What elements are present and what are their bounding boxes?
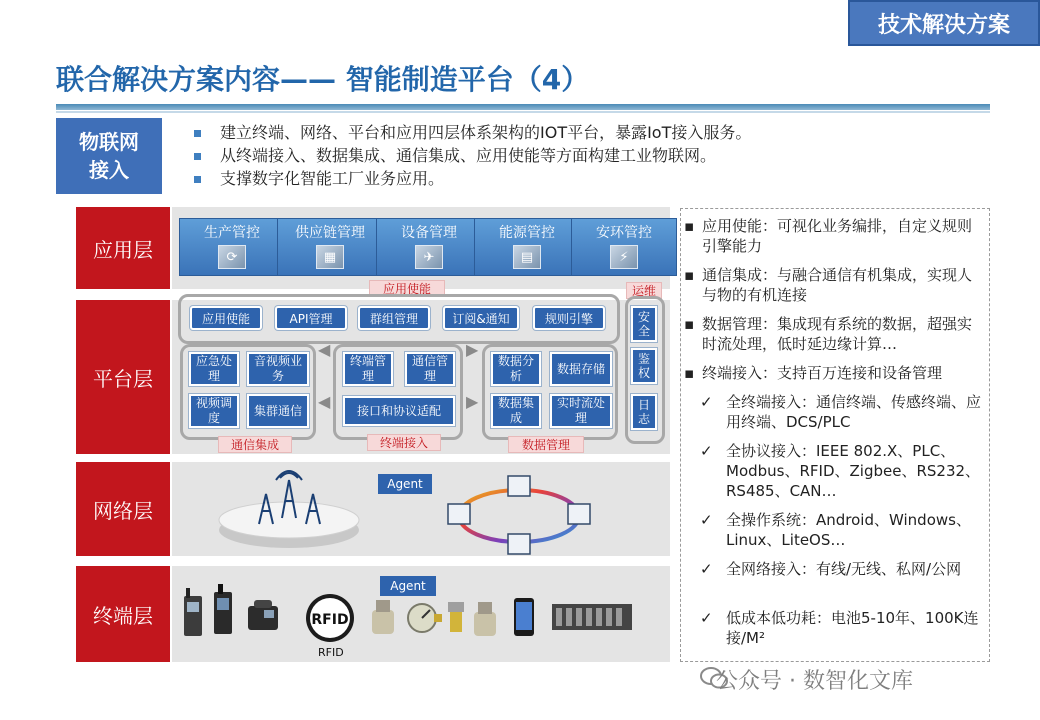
arrow-left-icon: ◀ (318, 392, 331, 411)
panel-item (684, 265, 984, 305)
rugged-phone-icon (210, 584, 236, 636)
platform-rule-engine: 规则引擎 (533, 306, 605, 330)
comm-tag: 通信集成 (218, 436, 292, 453)
iot-access-label (56, 118, 162, 194)
bullet-icon: ▪ (684, 217, 695, 235)
bullet-icon: ▪ (684, 315, 695, 333)
iot-label-line2: 接入 (89, 158, 129, 182)
data-storage: 数据存储 (550, 352, 612, 386)
platform-app-enable: 应用使能 (190, 306, 262, 330)
network-ring-icon (444, 470, 594, 560)
ops-auth: 鉴权 (631, 348, 657, 384)
data-tag: 数据管理 (508, 436, 584, 453)
app-module-label: 能源管控 (499, 225, 555, 241)
panel-item-text: 应用使能：可视化业务编排，自定义规则引擎能力 (702, 217, 973, 255)
data-stream: 实时流处理 (550, 394, 612, 428)
platform-subscribe-notify: 订阅&通知 (443, 306, 519, 330)
data-integration: 数据集成 (491, 394, 541, 428)
ops-log: 日志 (631, 394, 657, 430)
wireless-base-station-icon (214, 466, 364, 552)
platform-api-mgmt: API管理 (275, 306, 347, 330)
app-module-production (179, 218, 285, 276)
iot-label-line1: 物联网 (79, 130, 139, 154)
title-divider (56, 104, 990, 110)
app-enable-tag: 应用使能 (369, 280, 445, 297)
valve-sensor-icon (444, 600, 468, 638)
panel-item-text: 终端接入：支持百万连接和设备管理 (702, 364, 943, 382)
panel-subitem (700, 559, 986, 579)
safety-icon: ⚡ (610, 245, 638, 269)
gauge-meter-icon (404, 600, 444, 636)
panel-subitem-text: 全终端接入：通信终端、传感终端、应用终端、DCS/PLC (726, 393, 982, 431)
app-module-energy (474, 218, 580, 276)
rfid-label: RFID (318, 646, 344, 659)
check-icon: ✓ (700, 560, 713, 578)
arrow-right-icon: ▶ (466, 392, 479, 411)
app-layer-label: 应用层 (76, 207, 170, 289)
panel-item (684, 216, 984, 256)
bullet-icon: ▪ (684, 364, 695, 382)
ops-security: 安全 (631, 306, 657, 342)
panel-subitem-text: 全网络接入：有线/无线、私网/公网 (726, 560, 962, 578)
term-device-mgmt: 终端管理 (343, 352, 393, 386)
iot-bullet-list (190, 122, 751, 191)
panel-item-text: 通信集成：与融合通信有机集成，实现人与物的有机连接 (702, 266, 973, 304)
arrow-right-icon: ▶ (466, 340, 479, 359)
energy-icon: ▤ (513, 245, 541, 269)
plc-rack-icon (552, 602, 632, 632)
supply-chain-icon: ▦ (316, 245, 344, 269)
title-divider-thin (56, 111, 990, 113)
panel-subitem (700, 441, 986, 501)
arrow-left-icon: ◀ (318, 340, 331, 359)
iot-bullet: 支撑数字化智能工厂业务应用。 (190, 168, 751, 191)
rfid-icon (304, 592, 356, 644)
panel-item-text: 数据管理：集成现有系统的数据，超强实时流处理，低时延边缘计算… (702, 315, 973, 353)
term-protocol-adapt: 接口和协议适配 (343, 396, 455, 426)
rfid-icon-text: RFID (311, 612, 349, 628)
comm-emergency: 应急处理 (189, 352, 239, 386)
section-tag: 技术解决方案 (848, 0, 1040, 46)
bullet-icon: ▪ (684, 266, 695, 284)
terminal-agent: Agent (380, 576, 436, 596)
network-layer-label: 网络层 (76, 462, 170, 556)
production-icon: ⟳ (218, 245, 246, 269)
panel-item (684, 314, 984, 354)
panel-subitem-text: 全协议接入：IEEE 802.X、PLC、Modbus、RFID、Zigbee、RS232、RS485、CAN… (726, 442, 981, 500)
app-module-label: 生产管控 (204, 225, 260, 241)
walkie-talkie-icon (180, 588, 206, 638)
panel-subitem (700, 608, 986, 648)
check-icon: ✓ (700, 609, 713, 627)
comm-cluster: 集群通信 (247, 394, 309, 428)
comm-video-dispatch: 视频调度 (189, 394, 239, 428)
flow-sensor-icon (468, 600, 504, 640)
check-icon: ✓ (700, 511, 713, 529)
network-agent: Agent (378, 474, 432, 494)
app-module-label: 设备管理 (401, 225, 457, 241)
panel-subitem-text: 全操作系统：Android、Windows、Linux、LiteOS… (726, 511, 971, 549)
check-icon: ✓ (700, 393, 713, 411)
platform-layer-label: 平台层 (76, 300, 170, 454)
panel-subitem (700, 510, 986, 550)
panel-subitem-text: 低成本低功耗：电池5-10年、100K连接/M² (726, 609, 979, 647)
data-analysis: 数据分析 (491, 352, 541, 386)
panel-subitem (700, 392, 990, 432)
app-module-safety (571, 218, 677, 276)
terminal-layer-label: 终端层 (76, 566, 170, 662)
app-module-label: 供应链管理 (295, 225, 365, 241)
desk-phone-icon (246, 598, 280, 632)
smartphone-icon (512, 598, 536, 638)
comm-av: 音视频业务 (247, 352, 309, 386)
ops-tag: 运维 (626, 282, 662, 299)
term-comm-mgmt: 通信管理 (405, 352, 455, 386)
iot-bullet: 从终端接入、数据集成、通信集成、应用使能等方面构建工业物联网。 (190, 145, 751, 168)
sensor-device-icon (366, 598, 402, 638)
page-title: 联合解决方案内容—— 智能制造平台（4） (56, 63, 590, 96)
panel-item (684, 363, 984, 383)
footer-watermark: 公众号 · 数智化文库 (716, 669, 913, 694)
app-module-supply-chain (277, 218, 383, 276)
iot-bullet: 建立终端、网络、平台和应用四层体系架构的IOT平台，暴露IoT接入服务。 (190, 122, 751, 145)
platform-group-mgmt: 群组管理 (358, 306, 430, 330)
term-tag: 终端接入 (367, 434, 441, 451)
app-module-label: 安环管控 (596, 225, 652, 241)
check-icon: ✓ (700, 442, 713, 460)
equipment-icon: ✈ (415, 245, 443, 269)
app-module-equipment (376, 218, 482, 276)
